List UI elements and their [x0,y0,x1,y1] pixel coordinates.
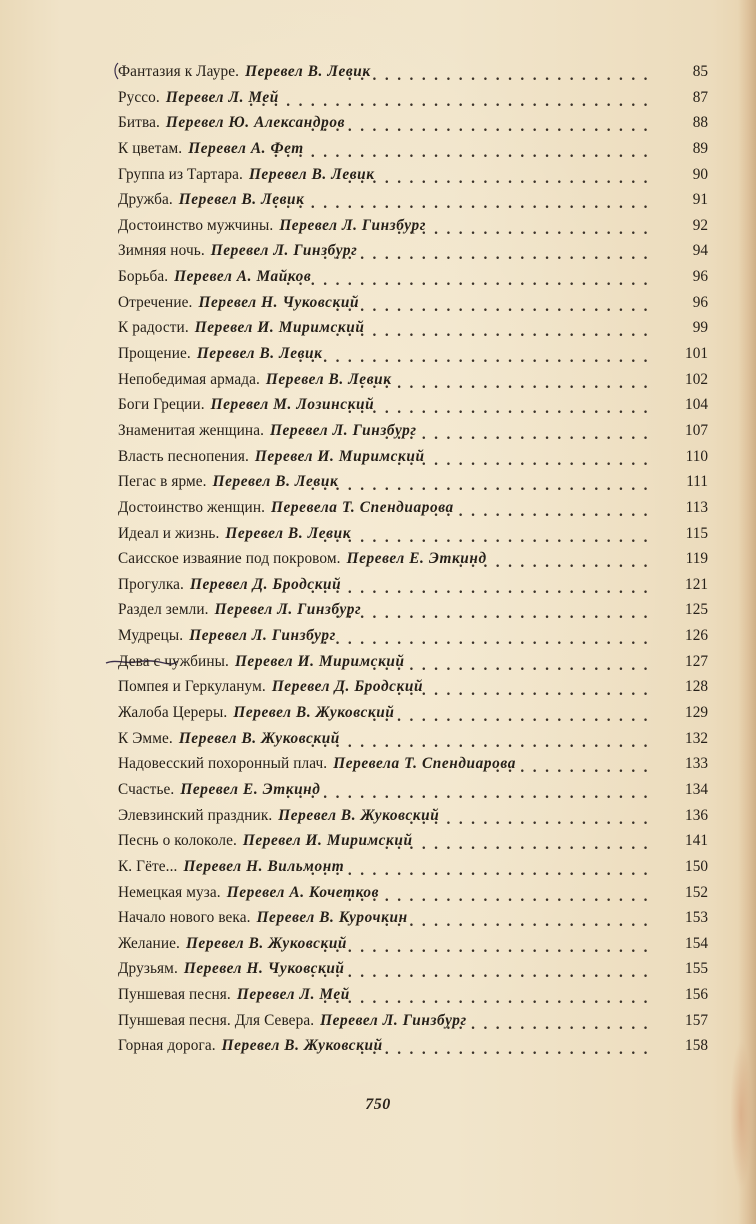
poem-title: Элевзинский праздник. [118,806,273,824]
poem-title: К. Гёте... [118,857,178,875]
toc-page-number: 99 [692,319,708,337]
toc-entry [118,162,710,188]
toc-page-number: 101 [685,345,708,363]
dot-leader: ................ [458,554,656,572]
toc-entry [118,828,710,854]
dot-leader: ...................... [384,836,656,854]
poem-title: Руссо. [118,88,160,106]
translator-credit: Перевел Ю. Александров [165,114,346,132]
toc-page-number: 136 [685,806,708,824]
translator-credit: Перевел А. Майков [174,268,312,286]
translator-credit: Перевел В. Жуковский [278,806,440,824]
poem-title: Дева с чужбины. [118,652,229,670]
toc-page-number: 154 [685,934,708,952]
toc-entry [118,700,710,726]
translator-credit: Перевел Л. Гинзбург [210,242,358,260]
toc-page-number: 111 [686,473,708,491]
toc-page-number: 155 [685,960,708,978]
toc-entry-text [118,726,340,752]
toc-page-number: 126 [685,627,708,645]
toc-entry [118,59,710,85]
toc-entry [118,956,710,982]
toc-page-number: 102 [685,370,708,388]
translator-credit: Перевел В. Левик [248,165,375,183]
toc-page-number: 121 [685,575,708,593]
dot-leader: ............................ [310,733,656,751]
toc-entry [118,136,710,162]
dot-leader: .............................. [286,272,656,290]
toc-page-number: 129 [685,704,708,722]
poem-title: Горная дорога. [118,1037,216,1055]
toc-page-number: 132 [685,729,708,747]
toc-page-number: 110 [685,447,708,465]
translator-credit: Перевел И. Миримский [234,652,405,670]
translator-credit: Перевел В. Жуковский [185,934,348,952]
translator-credit: Перевел Л. Гинзбург [270,421,417,439]
paper-stain [730,1040,752,1190]
toc-entry-text [118,213,426,239]
toc-entry-text [118,546,487,572]
toc-entry-text [118,1033,383,1059]
poem-title: Дружба. [118,191,173,209]
toc-entry-text [118,341,323,367]
translator-credit: Перевел Л. Мей [165,88,279,106]
poem-title: Друзьям. [118,960,178,978]
poem-title: Раздел земли. [118,601,209,619]
translator-credit: Перевел В. Жуковский [221,1037,383,1055]
toc-entry-text [118,444,425,470]
toc-entry [118,444,710,470]
translator-credit: Перевел В. Жуковский [178,729,340,747]
toc-page-number: 127 [685,652,708,670]
translator-credit: Перевел А. Фет [188,139,304,157]
dot-leader: ..................... [397,451,656,469]
toc-entry [118,546,710,572]
toc-entry [118,495,710,521]
dot-leader: .......................... [335,297,656,315]
toc-entry-text [118,495,454,521]
translator-credit: Перевел В. Левик [178,191,305,209]
dot-leader: ..................... [397,682,656,700]
toc-entry [118,341,710,367]
toc-entry [118,982,710,1008]
poem-title: Боги Греции. [118,396,205,414]
toc-page-number: 150 [685,857,708,875]
poem-title: Пуншевая песня. Для Севера. [118,1011,315,1029]
toc-entry-text [118,59,371,85]
toc-entry-text [118,238,357,264]
toc-entry-text [118,649,405,675]
toc-entry [118,880,710,906]
poem-title: Битва. [118,114,160,132]
dot-leader: ............................. [298,349,656,367]
dot-leader: ........................... [323,938,656,956]
toc-entry-text [118,572,341,598]
dot-leader: ............................ [310,631,656,649]
translator-credit: Перевел В. Левик [196,345,323,363]
toc-page-number: 90 [692,165,708,183]
toc-entry-text [118,290,359,316]
toc-entry [118,597,710,623]
toc-entry [118,418,710,444]
toc-page-number: 158 [685,1037,708,1055]
dot-leader: ........................ [360,374,656,392]
toc-entry [118,905,710,931]
translator-credit: Перевел В. Курочкин [256,909,408,927]
toc-page-number: 133 [685,755,708,773]
toc-entry-text [118,880,379,906]
poem-title: Мудрецы. [118,627,184,645]
toc-page-number: 113 [685,498,708,516]
dot-leader: ............................ [310,477,656,495]
toc-page-number: 128 [685,678,708,696]
dot-leader: ........................... [323,528,656,546]
toc-page-number: 92 [692,216,708,234]
toc-entry-text [118,931,347,957]
dot-leader: ....................... [372,656,656,674]
poem-title: Отречение. [118,293,193,311]
dot-leader: .............................. [286,784,656,802]
toc-page-number: 115 [685,524,708,542]
dot-leader: ................. [446,1015,656,1033]
toc-page-number: 87 [692,88,708,106]
toc-entry [118,264,710,290]
toc-page-number: 104 [685,396,708,414]
poem-title: Помпея и Геркуланум. [118,678,266,696]
poem-title: Начало нового века. [118,909,251,927]
poem-title: Прогулка. [118,575,184,593]
poem-title: Песнь о колоколе. [118,832,237,850]
translator-credit: Перевел Л. Гинзбург [214,601,362,619]
dot-leader: ....................... [372,708,656,726]
translator-credit: Перевел М. Лозинский [210,396,375,414]
translator-credit: Перевел Е. Эткинд [180,780,321,798]
toc-entry-text [118,1008,467,1034]
toc-entry [118,367,710,393]
toc-entry-text [118,905,408,931]
toc-entry-text [118,315,364,341]
dot-leader: .......................... [335,323,656,341]
poem-title: Группа из Тартара. [118,165,243,183]
dot-leader: ...................... [384,425,656,443]
dot-leader: ........................... [323,990,656,1008]
dot-leader: ............................... [273,143,656,161]
dot-leader: ........................... [323,246,656,264]
toc-entry [118,623,710,649]
translator-credit: Перевел Л. Гинзбург [189,627,336,645]
toc-entry [118,931,710,957]
toc-entry [118,290,710,316]
toc-entry-text [118,521,351,547]
dot-leader: ......................... [347,169,656,187]
toc-entry [118,751,710,777]
translator-credit: Перевел Д. Бродский [189,575,342,593]
poem-title: Зимняя ночь. [118,242,205,260]
toc-entry [118,469,710,495]
translator-credit: Перевел Л. Гинзбург [279,216,426,234]
poem-title: К цветам. [118,139,183,157]
toc-entry [118,854,710,880]
dot-leader: ......................... [347,400,656,418]
poem-title: К радости. [118,319,189,337]
translator-credit: Перевела Т. Спендиарова [333,755,516,773]
toc-page-number: 153 [685,909,708,927]
toc-page-number: 96 [692,268,708,286]
toc-entry-text [118,264,311,290]
toc-entry [118,238,710,264]
dot-leader: ..................... [397,220,656,238]
toc-entry-text [118,597,361,623]
translator-credit: Перевела Т. Спендиарова [271,498,454,516]
poem-title: Саисское изваяние под покровом. [118,550,341,568]
toc-entry-text [118,674,423,700]
toc-entry-text [118,162,375,188]
dot-leader: .................. [434,502,656,520]
table-of-contents [118,59,710,1059]
translator-credit: Перевел В. Левик [225,524,352,542]
toc-entry-text [118,700,394,726]
toc-page-number: 96 [692,293,708,311]
poem-title: Пуншевая песня. [118,986,231,1004]
poem-title: Прощение. [118,345,191,363]
dot-leader: ............................... [273,195,656,213]
toc-entry [118,726,710,752]
toc-page-number: 125 [685,601,708,619]
toc-page-number: 156 [685,986,708,1004]
toc-page-number: 85 [692,63,708,80]
toc-entry [118,803,710,829]
dot-leader: ........................ [360,1041,656,1059]
toc-entry [118,110,710,136]
toc-entry [118,649,710,675]
toc-entry [118,777,710,803]
poem-title: Идеал и жизнь. [118,524,220,542]
translator-credit: Перевел В. Левик [212,473,339,491]
translator-credit: Перевел И. Миримский [242,832,413,850]
translator-credit: Перевел Л. Гинзбург [320,1011,467,1029]
toc-page-number: 119 [685,550,708,568]
translator-credit: Перевел Д. Бродский [271,678,424,696]
toc-entry-text [118,623,336,649]
toc-entry-text [118,469,338,495]
toc-entry-text [118,828,413,854]
dot-leader: ................................. [249,92,656,110]
toc-entry-text [118,367,392,393]
poem-title: Счастье. [118,780,175,798]
toc-entry [118,315,710,341]
translator-credit: Перевел Н. Вильмонт [183,857,345,875]
toc-page-number: 91 [692,191,708,209]
toc-page-number: 88 [692,114,708,132]
translator-credit: Перевел В. Жуковский [233,704,395,722]
toc-entry [118,392,710,418]
poem-title: Немецкая муза. [118,883,221,901]
poem-title: Достоинство женщин. [118,498,266,516]
toc-page-number: 152 [685,883,708,901]
toc-entry [118,1033,710,1059]
toc-entry [118,85,710,111]
toc-entry-text [118,982,350,1008]
translator-credit: Перевел И. Миримский [254,447,425,465]
toc-entry-text [118,803,439,829]
dot-leader: ...................... [384,913,656,931]
poem-title: Желание. [118,934,180,952]
toc-page-number: 89 [692,139,708,157]
toc-entry [118,187,710,213]
poem-title: Жалоба Цереры. [118,704,228,722]
toc-entry [118,572,710,598]
translator-credit: Перевел Н. Чуковский [198,293,360,311]
toc-entry [118,1008,710,1034]
poem-title: К Эмме. [118,729,173,747]
dot-leader: ............................ [310,861,656,879]
dot-leader: .......................... [335,605,656,623]
poem-title: Достоинство мужчины. [118,216,274,234]
page-number-folio: 750 [365,1096,391,1113]
dot-leader: ............. [495,759,656,777]
toc-entry [118,213,710,239]
dot-leader: ............................ [310,579,656,597]
translator-credit: Перевел Л. Мей [236,986,350,1004]
translator-credit: Перевел Е. Эткинд [346,550,487,568]
toc-page-number: 134 [685,780,708,798]
translator-credit: Перевел В. Левик [265,370,392,388]
translator-credit: Перевел Н. Чуковский [183,960,345,978]
translator-credit: Перевел А. Кочетков [226,883,380,901]
dot-leader: ............................ [310,118,656,136]
poem-title: Власть песнопения. [118,447,249,465]
dot-leader: ......................... [347,887,656,905]
translator-credit: Перевел И. Миримский [194,319,365,337]
toc-entry-text [118,751,516,777]
poem-title: Борьба. [118,268,169,286]
poem-title: Непобедимая армада. [118,370,260,388]
toc-page-number: 157 [685,1011,708,1029]
poem-title: Надовесский похоронный плач. [118,755,328,773]
poem-title: Пегас в ярме. [118,473,207,491]
toc-entry-text [118,418,417,444]
poem-title: Знаменитая женщина. [118,421,265,439]
toc-page-number: 141 [685,832,708,850]
toc-page-number: 94 [692,242,708,260]
toc-entry [118,674,710,700]
poem-title: Фантазия к Лауре. [118,63,240,80]
dot-leader: .................... [409,810,656,828]
dot-leader: ............................ [310,964,656,982]
toc-page-number: 107 [685,421,708,439]
toc-entry-text [118,392,374,418]
translator-credit: Перевел В. Левик [245,63,371,80]
dot-leader: ......................... [347,67,656,84]
toc-entry [118,521,710,547]
